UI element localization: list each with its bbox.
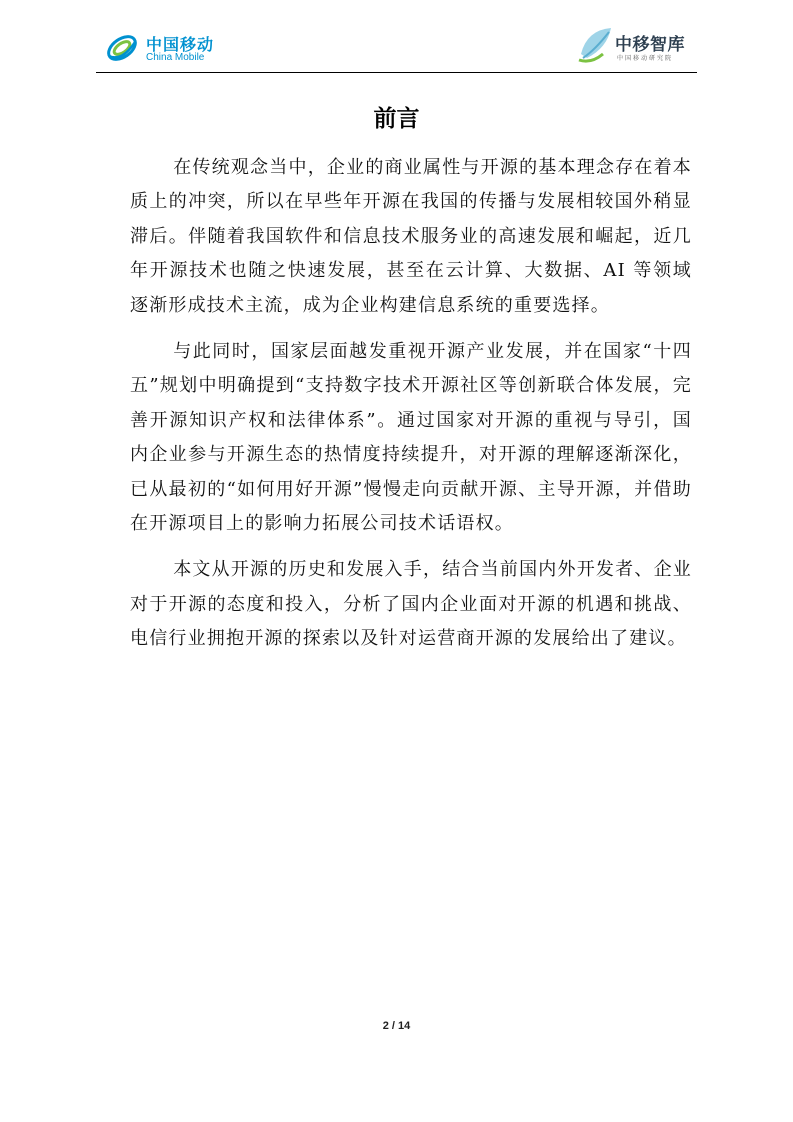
china-mobile-logo: [104, 28, 224, 68]
cmri-think-tank-logo: [577, 22, 697, 68]
page-title: 前言: [373, 106, 420, 132]
china-mobile-swirl-icon: [104, 30, 140, 66]
paragraph-2: 与此同时，国家层面越发重视开源产业发展，并在国家“十四五”规划中明确提到“支持数字技术开源社区等创新联合体发展，完善开源知识产权和法律体系”。通过国家对开源的重视与导引，国内企业参与开源生态的热情度持续提升，对开源的理解逐渐深化，已从最初的“如何用好开源”慢慢走向贡献开源、主导开源，并借助在开源项目上的影响力拓展公司技术话语权。: [130, 341, 692, 535]
china-mobile-name-en: China Mobile: [146, 52, 205, 63]
page-number: 2 / 14: [382, 1020, 411, 1032]
paragraph-3: 本文从开源的历史和发展入手，结合当前国内外开发者、企业对于开源的态度和投入，分析了国内企业面对开源的机遇和挑战、电信行业拥抱开源的探索以及针对运营商开源的发展给出了建议。: [130, 559, 692, 650]
think-tank-leaf-icon: [577, 24, 615, 66]
china-mobile-name-cn: 中国移动: [146, 35, 215, 54]
header-divider: [96, 72, 697, 73]
think-tank-subtitle: 中国移动研究院: [617, 55, 674, 62]
paragraph-1: 在传统观念当中，企业的商业属性与开源的基本理念存在着本质上的冲突，所以在早些年开源在我国的传播与发展相较国外稍显滞后。伴随着我国软件和信息技术服务业的高速发展和崛起，近几年开源技术也随之快速发展，甚至在云计算、大数据、AI 等领域逐渐形成技术主流，成为企业构建信息系统的重要选择。: [130, 157, 692, 316]
think-tank-name: 中移智库: [615, 35, 685, 55]
page-header: [96, 22, 697, 72]
body-text: [130, 151, 692, 669]
